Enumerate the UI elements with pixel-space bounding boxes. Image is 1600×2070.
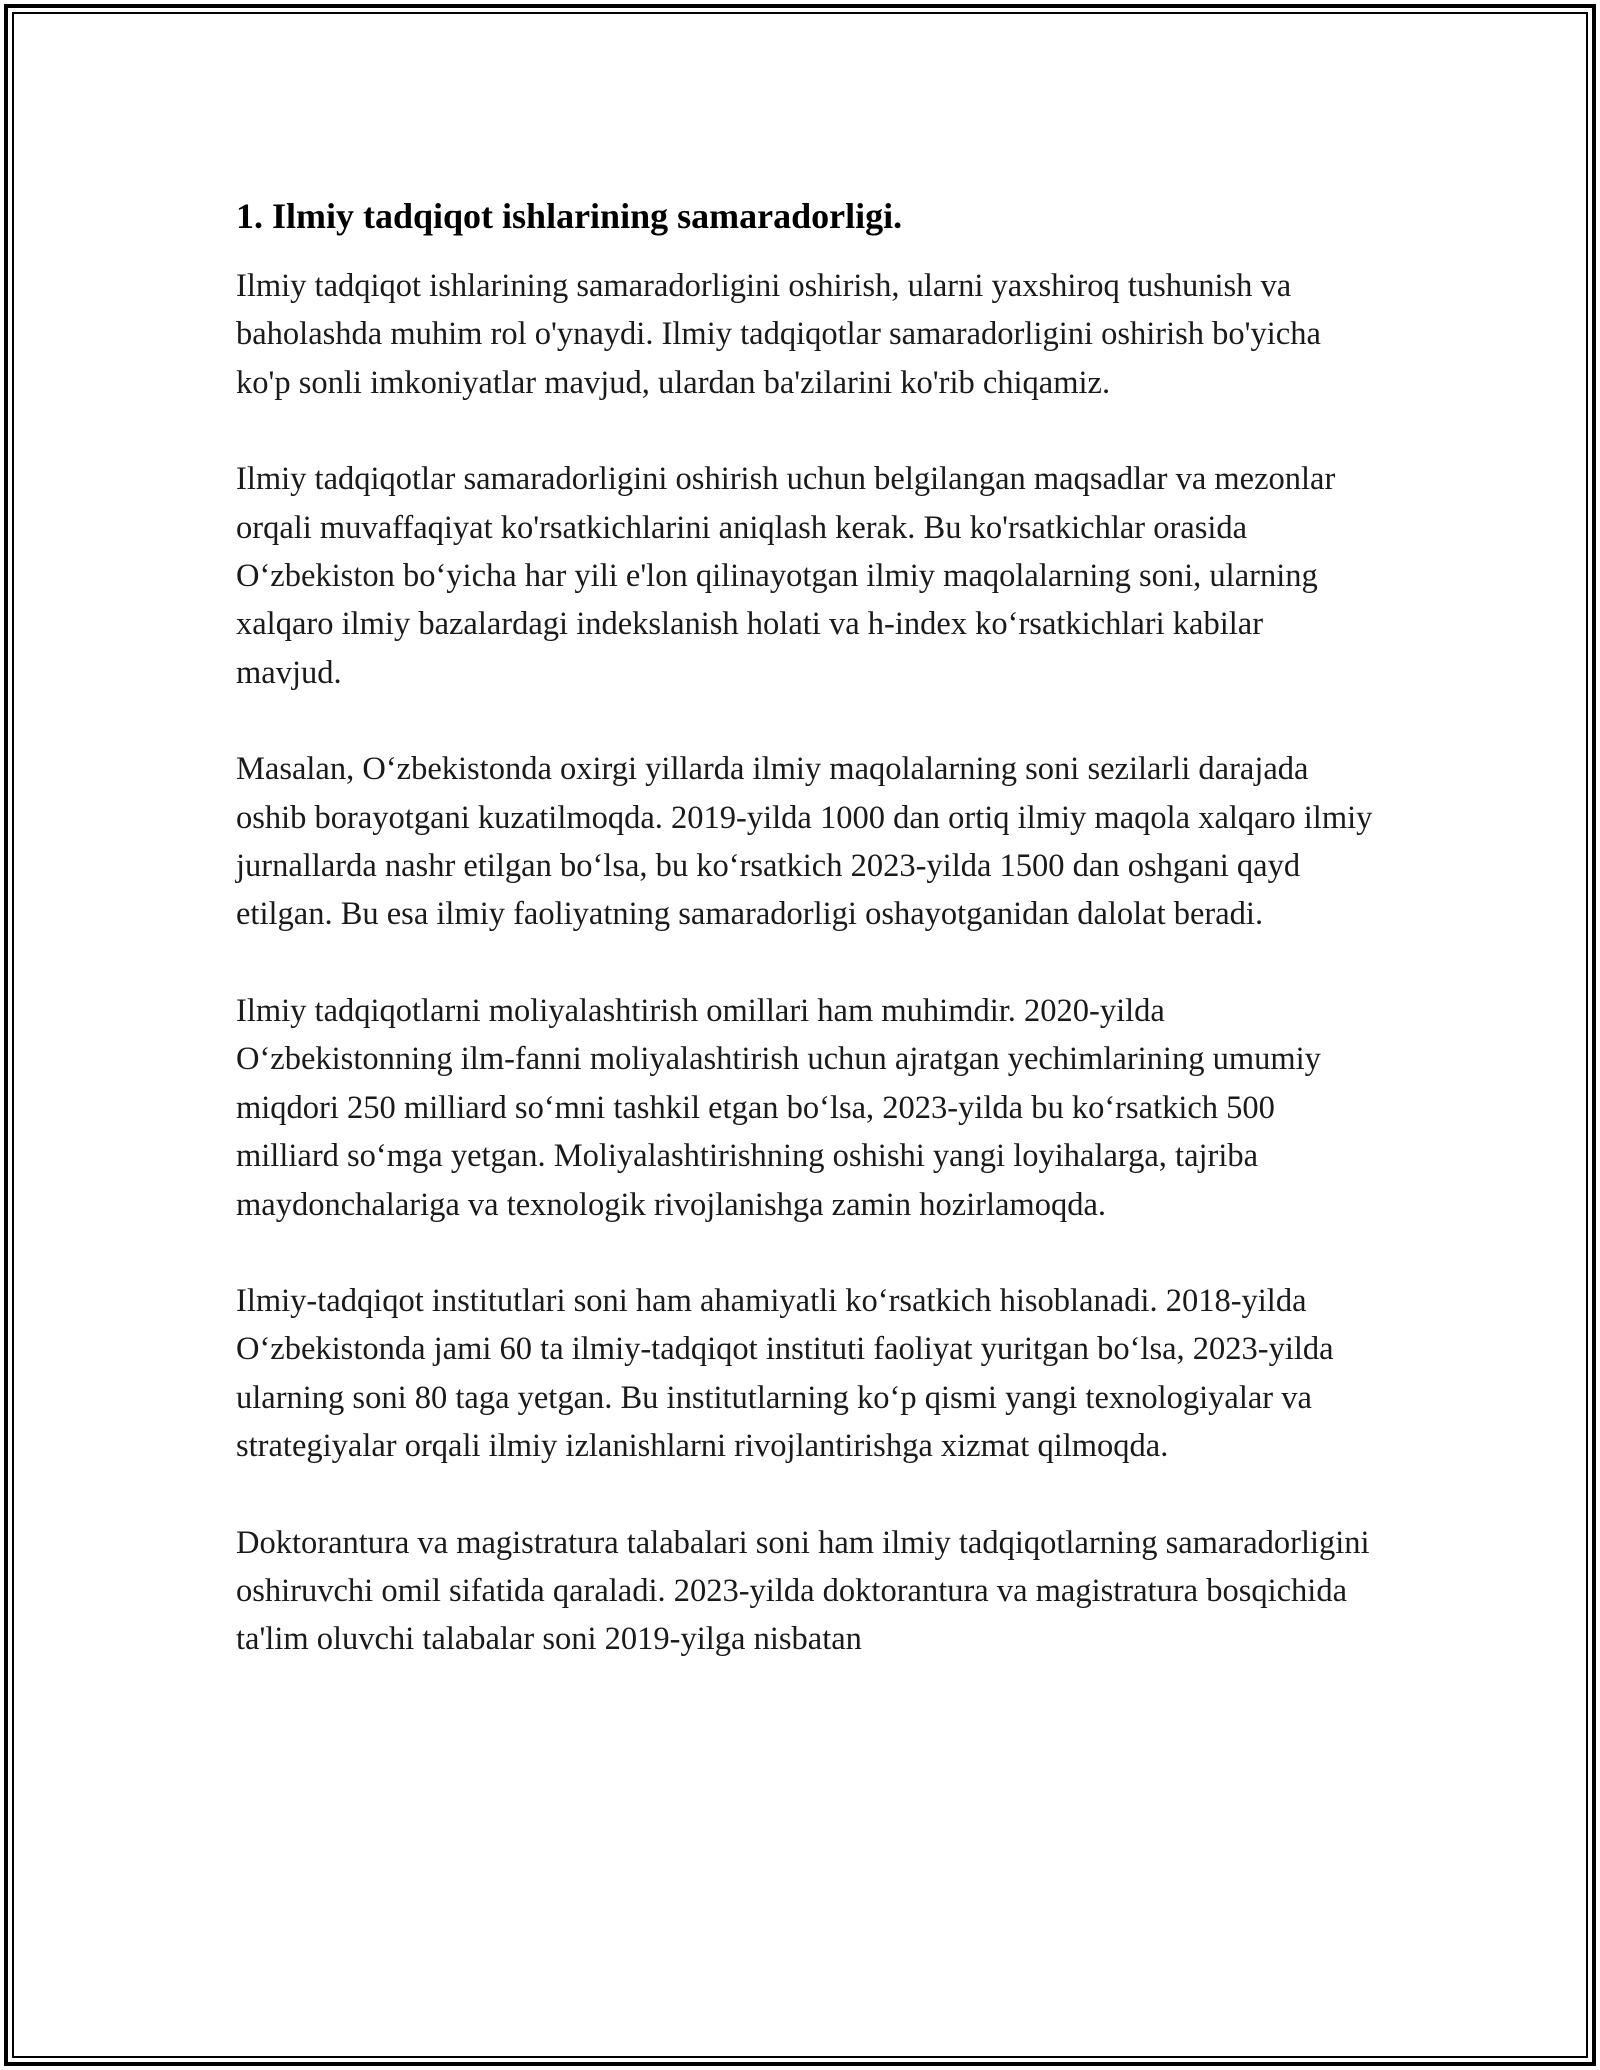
- paragraph-6: Doktorantura va magistratura talabalari soni ham ilmiy tadqiqotlarning samaradorligini oshiruvchi omil sifatida qaraladi. 2023-yilda doktorantura va magistratura bosqichida ta'lim oluvchi talabalar soni 2019-yilga nisbatan: [236, 1524, 1370, 1658]
- paragraph-4: Ilmiy tadqiqotlarni moliyalashtirish omillari ham muhimdir. 2020-yilda O‘zbekistonning ilm-fanni moliyalashtirish uchun ajratgan yechimlarining umumiy miqdori 250 milliard so‘mni tashkil etgan bo‘lsa, 2023-yilda bu ko‘rsatkich 500 milliard so‘mga yetgan. Moliyalashtirishning oshishi yangi loyihalarga, tajriba maydonchalariga va texnologik rivojlanishga zamin hozirlamoqda.: [236, 992, 1321, 1223]
- paragraph-3: Masalan, O‘zbekistonda oxirgi yillarda ilmiy maqolalarning soni sezilarli darajada oshib borayotgani kuzatilmoqda. 2019-yilda 1000 dan ortiq ilmiy maqola xalqaro ilmiy jurnallarda nashr etilgan bo‘lsa, bu ko‘rsatkich 2023-yilda 1500 dan oshgani qayd etilgan. Bu esa ilmiy faoliyatning samaradorligi oshayotganidan dalolat beradi.: [236, 751, 1373, 933]
- paragraph-1: Ilmiy tadqiqot ishlarining samaradorligini oshirish, ularni yaxshiroq tushunish va baholashda muhim rol o'ynaydi. Ilmiy tadqiqotlar samaradorligini oshirish bo'yicha ko'p sonli imkoniyatlar mavjud, ulardan ba'zilarini ko'rib chiqamiz.: [236, 268, 1321, 401]
- document-body: [236, 190, 1376, 1712]
- paragraph-2: Ilmiy tadqiqotlar samaradorligini oshirish uchun belgilangan maqsadlar va mezonlar orqali muvaffaqiyat ko'rsatkichlarini aniqlash kerak. Bu ko'rsatkichlar orasida O‘zbekiston bo‘yicha har yili e'lon qilinayotgan ilmiy maqolalarning soni, ularning xalqaro ilmiy bazalardagi indekslanish holati va h-index ko‘rsatkichlari kabilar mavjud.: [236, 461, 1336, 691]
- paragraph-5: Ilmiy-tadqiqot institutlari soni ham ahamiyatli ko‘rsatkich hisoblanadi. 2018-yilda O‘zbekistonda jami 60 ta ilmiy-tadqiqot instituti faoliyat yuritgan bo‘lsa, 2023-yilda ularning soni 80 taga yetgan. Bu institutlarning ko‘p qismi yangi texnologiyalar va strategiyalar orqali ilmiy izlanishlarni rivojlantirishga xizmat qilmoqda.: [236, 1282, 1334, 1465]
- section-heading: 1. Ilmiy tadqiqot ishlarining samaradorligi.: [236, 196, 903, 236]
